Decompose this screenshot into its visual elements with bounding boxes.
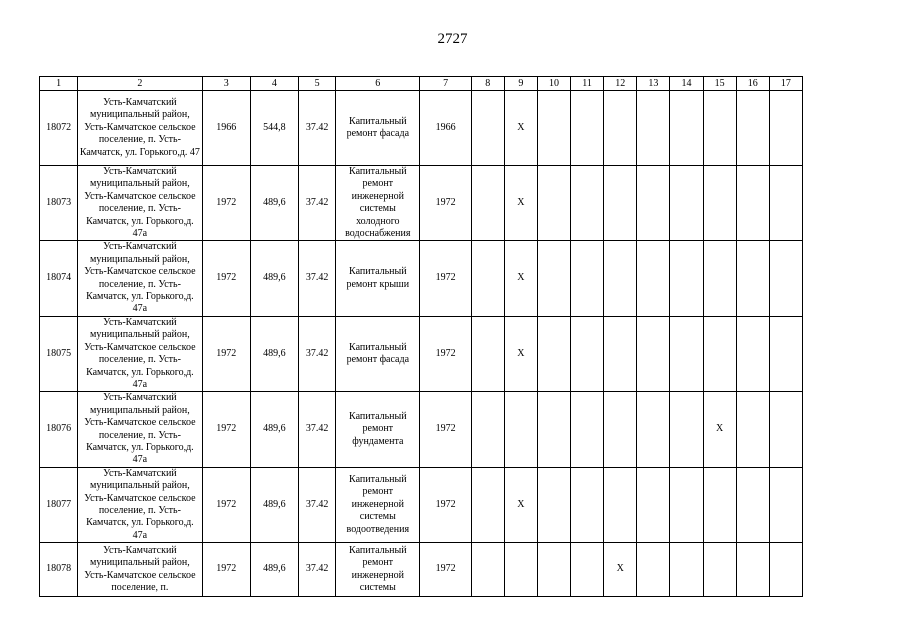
header-row xyxy=(40,77,803,91)
table-cell: 37.42 xyxy=(299,91,336,166)
table-row xyxy=(40,467,803,542)
mark-cell xyxy=(537,316,570,391)
table-cell: 489,6 xyxy=(250,543,298,597)
mark-cell xyxy=(604,91,637,166)
mark-cell xyxy=(537,241,570,316)
mark-cell xyxy=(703,166,736,241)
mark-cell xyxy=(637,241,670,316)
mark-cell xyxy=(537,392,570,467)
table-cell: Капитальный ремонт инженерной системы холодного водоснабжения xyxy=(336,166,420,241)
mark-cell xyxy=(670,166,703,241)
table-cell: 37.42 xyxy=(299,392,336,467)
page-number: 2727 xyxy=(437,31,468,47)
row-number-cell: 18077 xyxy=(40,467,78,542)
table-cell: Капитальный ремонт фасада xyxy=(336,91,420,166)
mark-cell xyxy=(736,467,769,542)
column-header: 16 xyxy=(736,77,769,91)
mark-cell xyxy=(670,392,703,467)
mark-cell xyxy=(769,91,802,166)
table-cell: Усть-Камчатский муниципальный район, Усть-Камчатское сельское поселение, п. Усть-Камчатск, ул. Горького,д. 47а xyxy=(78,166,202,241)
table-row xyxy=(40,316,803,391)
mark-cell xyxy=(471,467,504,542)
mark-cell xyxy=(736,392,769,467)
column-header: 4 xyxy=(250,77,298,91)
mark-cell xyxy=(537,543,570,597)
column-header: 5 xyxy=(299,77,336,91)
table-cell: 1972 xyxy=(420,166,471,241)
mark-cell xyxy=(736,316,769,391)
mark-cell xyxy=(736,241,769,316)
mark-cell xyxy=(471,91,504,166)
mark-cell xyxy=(571,91,604,166)
table-cell: Усть-Камчатский муниципальный район, Усть-Камчатское сельское поселение, п. Усть-Камчатск, ул. Горького,д. 47 xyxy=(78,91,202,166)
mark-cell xyxy=(504,392,537,467)
mark-cell xyxy=(604,392,637,467)
mark-cell xyxy=(571,166,604,241)
mark-cell xyxy=(471,241,504,316)
table-cell: 1972 xyxy=(202,392,250,467)
mark-cell xyxy=(471,166,504,241)
mark-cell xyxy=(571,392,604,467)
column-header: 13 xyxy=(637,77,670,91)
mark-cell xyxy=(604,316,637,391)
row-number-cell: 18075 xyxy=(40,316,78,391)
column-header: 3 xyxy=(202,77,250,91)
row-number-cell: 18072 xyxy=(40,91,78,166)
mark-cell xyxy=(670,543,703,597)
table-cell: Капитальный ремонт инженерной системы xyxy=(336,543,420,597)
table-cell: 37.42 xyxy=(299,241,336,316)
table-cell: 1972 xyxy=(420,467,471,542)
column-header: 11 xyxy=(571,77,604,91)
column-header: 9 xyxy=(504,77,537,91)
table-cell: 1972 xyxy=(202,241,250,316)
mark-cell xyxy=(571,316,604,391)
table-cell: 1972 xyxy=(202,543,250,597)
mark-cell xyxy=(471,392,504,467)
mark-cell xyxy=(769,241,802,316)
mark-cell xyxy=(637,91,670,166)
mark-cell xyxy=(670,91,703,166)
column-header: 12 xyxy=(604,77,637,91)
mark-cell xyxy=(471,543,504,597)
column-header: 6 xyxy=(336,77,420,91)
table-cell: 1972 xyxy=(202,467,250,542)
mark-cell xyxy=(637,467,670,542)
mark-cell xyxy=(637,543,670,597)
table-cell: 489,6 xyxy=(250,392,298,467)
column-header: 10 xyxy=(537,77,570,91)
mark-cell xyxy=(537,467,570,542)
table-cell: 37.42 xyxy=(299,543,336,597)
table-cell: 37.42 xyxy=(299,467,336,542)
table-cell: 1972 xyxy=(202,166,250,241)
column-header: 14 xyxy=(670,77,703,91)
mark-cell: Х xyxy=(504,467,537,542)
mark-cell xyxy=(537,91,570,166)
table-cell: 489,6 xyxy=(250,166,298,241)
table-cell: 1972 xyxy=(202,316,250,391)
column-header: 15 xyxy=(703,77,736,91)
mark-cell xyxy=(537,166,570,241)
mark-cell xyxy=(703,241,736,316)
table-cell: Капитальный ремонт фундамента xyxy=(336,392,420,467)
table-cell: Усть-Камчатский муниципальный район, Усть-Камчатское сельское поселение, п. Усть-Камчатск, ул. Горького,д. 47а xyxy=(78,241,202,316)
table-cell: 37.42 xyxy=(299,166,336,241)
mark-cell: Х xyxy=(703,392,736,467)
mark-cell xyxy=(703,91,736,166)
table-row xyxy=(40,166,803,241)
column-header: 2 xyxy=(78,77,202,91)
table-cell: 1966 xyxy=(420,91,471,166)
mark-cell: Х xyxy=(504,166,537,241)
table-cell: 489,6 xyxy=(250,467,298,542)
table-cell: 1966 xyxy=(202,91,250,166)
row-number-cell: 18074 xyxy=(40,241,78,316)
table-cell: Усть-Камчатский муниципальный район, Усть-Камчатское сельское поселение, п. xyxy=(78,543,202,597)
mark-cell xyxy=(703,467,736,542)
mark-cell xyxy=(703,543,736,597)
table-cell: 1972 xyxy=(420,316,471,391)
table-row xyxy=(40,241,803,316)
mark-cell: Х xyxy=(604,543,637,597)
table-cell: 544,8 xyxy=(250,91,298,166)
mark-cell: Х xyxy=(504,91,537,166)
mark-cell xyxy=(769,543,802,597)
mark-cell xyxy=(604,241,637,316)
column-header: 7 xyxy=(420,77,471,91)
row-number-cell: 18076 xyxy=(40,392,78,467)
table-cell: Капитальный ремонт крыши xyxy=(336,241,420,316)
table-cell: Капитальный ремонт инженерной системы водоотведения xyxy=(336,467,420,542)
mark-cell xyxy=(670,467,703,542)
table-cell: 489,6 xyxy=(250,241,298,316)
mark-cell xyxy=(736,166,769,241)
mark-cell xyxy=(736,543,769,597)
mark-cell xyxy=(571,543,604,597)
mark-cell xyxy=(769,467,802,542)
table-cell: Усть-Камчатский муниципальный район, Усть-Камчатское сельское поселение, п. Усть-Камчатск, ул. Горького,д. 47а xyxy=(78,392,202,467)
mark-cell xyxy=(637,392,670,467)
mark-cell xyxy=(571,467,604,542)
table-cell: Усть-Камчатский муниципальный район, Усть-Камчатское сельское поселение, п. Усть-Камчатск, ул. Горького,д. 47а xyxy=(78,316,202,391)
mark-cell: Х xyxy=(504,241,537,316)
mark-cell xyxy=(703,316,736,391)
mark-cell xyxy=(736,91,769,166)
row-number-cell: 18073 xyxy=(40,166,78,241)
table-cell: 37.42 xyxy=(299,316,336,391)
mark-cell xyxy=(604,467,637,542)
row-number-cell: 18078 xyxy=(40,543,78,597)
mark-cell xyxy=(571,241,604,316)
mark-cell xyxy=(471,316,504,391)
mark-cell xyxy=(604,166,637,241)
table-cell: 1972 xyxy=(420,241,471,316)
table-row xyxy=(40,91,803,166)
mark-cell xyxy=(637,166,670,241)
table-row xyxy=(40,543,803,597)
table-row xyxy=(40,392,803,467)
table-cell: 489,6 xyxy=(250,316,298,391)
mark-cell xyxy=(670,241,703,316)
mark-cell xyxy=(769,392,802,467)
mark-cell: Х xyxy=(504,316,537,391)
table-cell: 1972 xyxy=(420,392,471,467)
mark-cell xyxy=(670,316,703,391)
column-header: 1 xyxy=(40,77,78,91)
table-cell: Усть-Камчатский муниципальный район, Усть-Камчатское сельское поселение, п. Усть-Камчатск, ул. Горького,д. 47а xyxy=(78,467,202,542)
mark-cell xyxy=(504,543,537,597)
mark-cell xyxy=(769,166,802,241)
column-header: 17 xyxy=(769,77,802,91)
column-header: 8 xyxy=(471,77,504,91)
table-cell: Капитальный ремонт фасада xyxy=(336,316,420,391)
works-table xyxy=(39,76,803,597)
mark-cell xyxy=(769,316,802,391)
mark-cell xyxy=(637,316,670,391)
table-cell: 1972 xyxy=(420,543,471,597)
